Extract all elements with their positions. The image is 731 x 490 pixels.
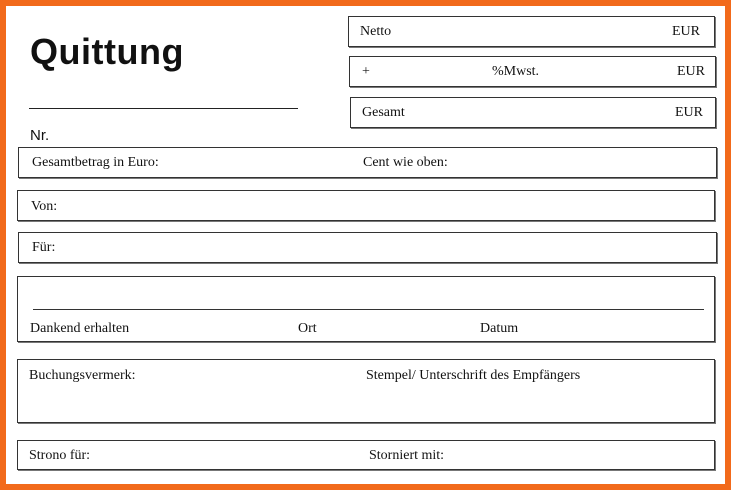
gesamt-label: Gesamt xyxy=(362,105,405,120)
gesamtbetrag-label: Gesamtbetrag in Euro: xyxy=(32,155,159,170)
dankend-label: Dankend erhalten xyxy=(30,321,130,336)
netto-box[interactable] xyxy=(348,16,715,47)
signature-line xyxy=(33,309,704,310)
receipt-number-line[interactable] xyxy=(29,108,298,109)
fuer-label: Für: xyxy=(32,240,56,255)
receipt-number-label: Nr. xyxy=(30,127,50,144)
gesamtbetrag-row[interactable] xyxy=(18,147,717,178)
stempel-label: Stempel/ Unterschrift des Empfängers xyxy=(366,368,581,383)
storniert-label: Storniert mit: xyxy=(369,448,445,463)
cent-label: Cent wie oben: xyxy=(363,155,448,170)
buchung-row[interactable] xyxy=(17,359,715,423)
fuer-row[interactable] xyxy=(18,232,717,263)
gesamt-currency: EUR xyxy=(675,105,703,120)
mwst-currency: EUR xyxy=(677,64,705,79)
mwst-plus: + xyxy=(362,64,370,79)
von-row[interactable] xyxy=(17,190,715,221)
receipt-title: Quittung xyxy=(30,31,184,72)
gesamt-box[interactable] xyxy=(350,97,716,128)
mwst-label: %Mwst. xyxy=(492,64,540,79)
mwst-box[interactable] xyxy=(349,56,716,87)
storno-label: Strono für: xyxy=(29,448,91,463)
signature-row[interactable] xyxy=(17,276,715,342)
storno-row[interactable] xyxy=(17,440,715,470)
ort-label: Ort xyxy=(298,321,317,336)
netto-currency: EUR xyxy=(672,24,700,39)
datum-label: Datum xyxy=(480,321,519,336)
von-label: Von: xyxy=(31,199,58,214)
buchung-label: Buchungsvermerk: xyxy=(29,368,136,383)
netto-label: Netto xyxy=(360,24,392,39)
